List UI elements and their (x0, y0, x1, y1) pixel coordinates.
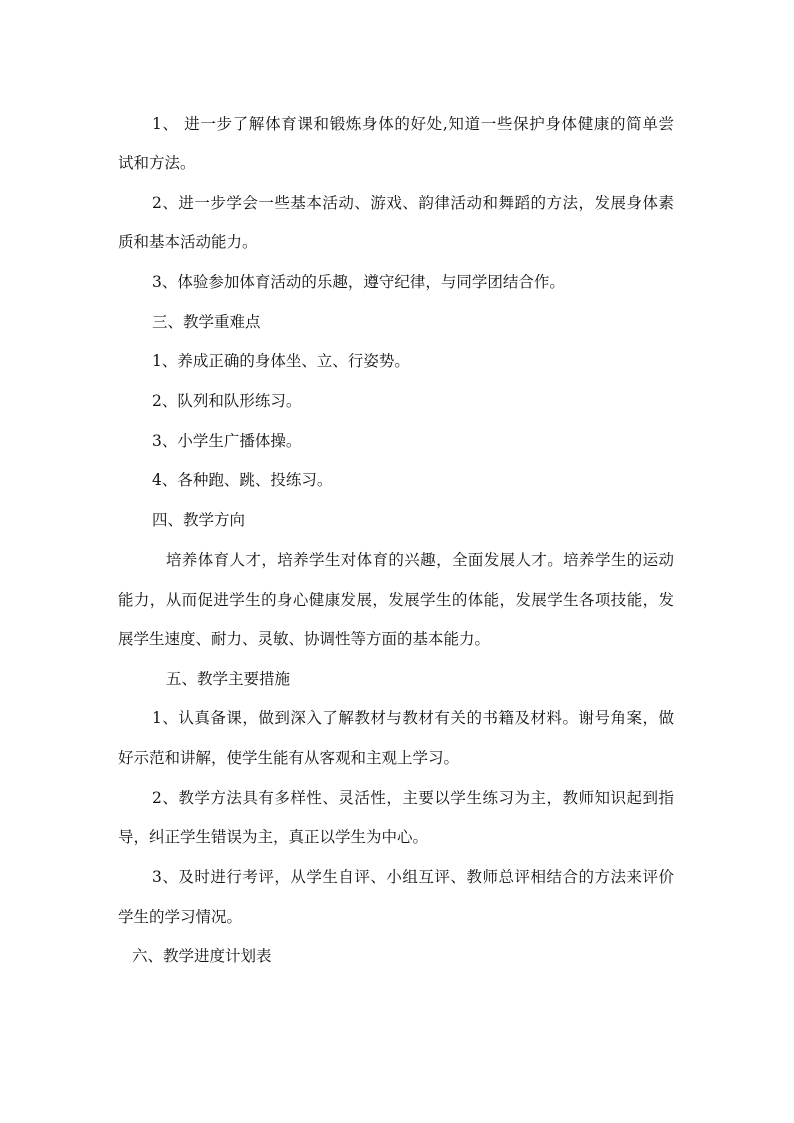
text-line: 3、及时进行考评，从学生自评、小组互评、教师总评相结合的方法来评价 (152, 868, 674, 886)
text-line: 学生的学习情况。 (118, 908, 243, 926)
text-line: 试和方法。 (118, 154, 196, 172)
text-line: 培养体育人才，培养学生对体育的兴趣，全面发展人才。培养学生的运动 (166, 551, 674, 569)
list-item: 3、小学生广播体操。 (152, 432, 302, 450)
text-line: 质和基本活动能力。 (118, 233, 258, 251)
section-heading: 三、教学重难点 (152, 313, 261, 331)
list-item: 2、队列和队形练习。 (152, 392, 302, 410)
section-heading: 五、教学主要措施 (166, 670, 291, 688)
list-item: 1、养成正确的身体坐、立、行姿势。 (152, 352, 410, 370)
text-line: 2、进一步学会一些基本活动、游戏、韵律活动和舞蹈的方法，发展身体素 (152, 194, 674, 212)
section-heading: 四、教学方向 (152, 511, 246, 529)
text-line: 能力，从而促进学生的身心健康发展，发展学生的体能，发展学生各项技能，发 (118, 591, 674, 609)
section-heading: 六、教学进度计划表 (132, 947, 272, 965)
text-line: 1、 进一步了解体育课和锻炼身体的好处,知道一些保护身体健康的简单尝 (152, 115, 674, 133)
text-line: 3、体验参加体育活动的乐趣，遵守纪律，与同学团结合作。 (152, 273, 565, 291)
text-line: 好示范和讲解，使学生能有从客观和主观上学习。 (118, 749, 460, 767)
text-line: 1、认真备课，做到深入了解教材与教材有关的书籍及材料。谢号角案，做 (152, 709, 674, 727)
text-line: 2、教学方法具有多样性、灵活性，主要以学生练习为主，教师知识起到指 (152, 789, 674, 807)
list-item: 4、各种跑、跳、投练习。 (152, 471, 333, 489)
text-line: 导，纠正学生错误为主，真正以学生为中心。 (118, 828, 429, 846)
text-line: 展学生速度、耐力、灵敏、协调性等方面的基本能力。 (118, 630, 491, 648)
